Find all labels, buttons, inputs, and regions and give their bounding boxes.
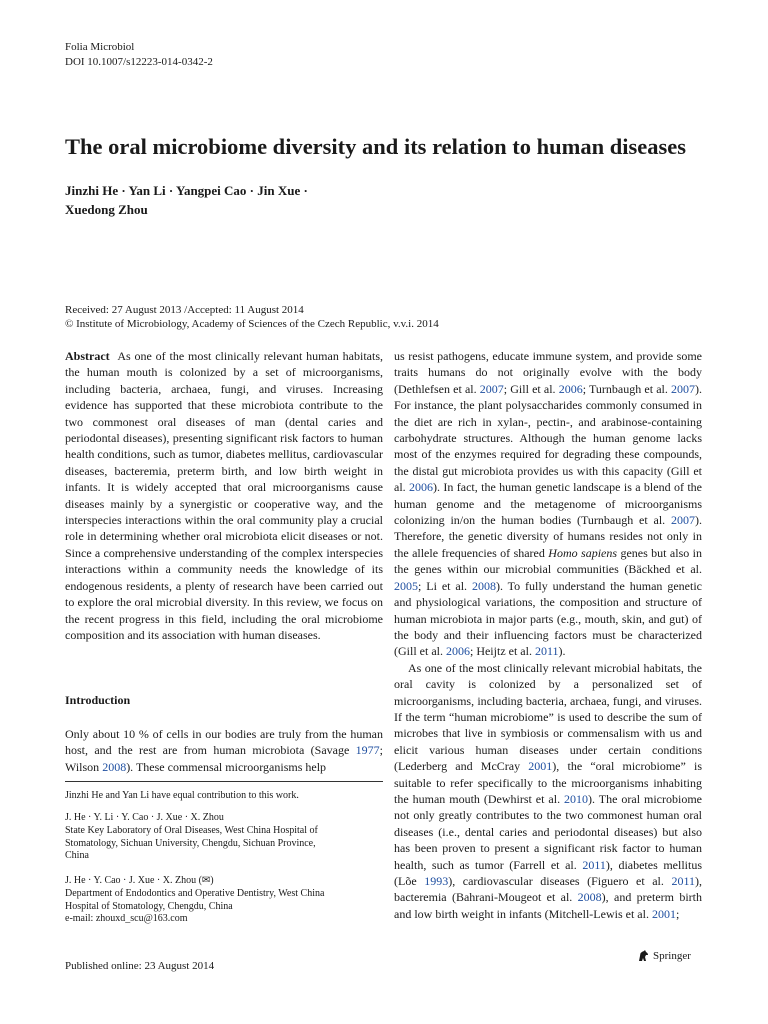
journal-name: Folia Microbiol <box>65 41 135 53</box>
citation-link[interactable]: 2010 <box>564 791 589 806</box>
citation-link[interactable]: 2007 <box>671 513 695 528</box>
citation-link[interactable]: 2006 <box>409 480 434 495</box>
citation-link[interactable]: 2001 <box>651 906 676 921</box>
citation-link[interactable]: 2008 <box>102 759 127 774</box>
author-line-2: Xuedong Zhou <box>65 202 148 217</box>
springer-horse-icon <box>636 949 650 963</box>
affiliation-2-authors: J. He · Y. Cao · J. Xue · X. Zhou (✉) <box>65 875 214 886</box>
introduction-paragraph: Only about 10 % of cells in our bodies are truly from the human host, and the rest are from human microbiota (Savage 1977; Wilson 2008). These commensal microorganisms help <box>65 727 383 774</box>
footnote-divider <box>65 781 383 782</box>
citation-link[interactable]: 2005 <box>394 578 418 593</box>
citation-link[interactable]: 2011 <box>671 874 695 888</box>
citation-link[interactable]: 2008 <box>577 890 602 905</box>
citation-link[interactable]: 2007 <box>671 381 696 396</box>
abstract-label: Abstract <box>65 349 110 363</box>
corresponding-email[interactable]: e-mail: zhouxd_scu@163.com <box>65 913 188 925</box>
publisher-name: Springer <box>653 950 691 962</box>
citation-link[interactable]: 1977 <box>355 743 380 758</box>
doi[interactable]: DOI 10.1007/s12223-014-0342-2 <box>65 56 213 68</box>
affiliation-2: J. He · Y. Cao · J. Xue · X. Zhou (✉) Department of Endodontics and Operative Dentistry, West China Hospital of Stomatology, Chengdu, China e-mail: zhouxd_scu@163.com <box>65 875 365 926</box>
author-line-1: Jinzhi He · Yan Li · Yangpei Cao · Jin Xue · <box>65 183 308 198</box>
published-online-date: Published online: 23 August 2014 <box>65 960 215 972</box>
citation-link[interactable]: 2008 <box>471 578 496 593</box>
section-heading-introduction: Introduction <box>65 693 131 707</box>
abstract-text: As one of the most clinically relevant human habitats, the human mouth is colonized by a set of microorganisms, including bacteria, archaea, fungi, and viruses. Increasing evidence has supported that these microbiota contribute to the two commonest oral diseases of man (dental caries and periodontal diseases), presenting significant risk factors to human health conditions, such as tumor, diabetes mellitus, cardiovascular diseases, bacteremia, preterm birth, and low birth weight in infants. It is widely accepted that oral microorganisms cause diseases mainly by a synergistic or cooperative way, and the interspecies interactions within the oral community play a crucial role in determining whether oral microbiota elicit diseases or not. Since a comprehensive understanding of the complex interspecies interactions within a community needs the knowledge of its endogenous residents, a plenty of research have been carried out to explore the oral microbial diversity. In this review, we focus on the recent progress in this field, including the oral microbiome composition and its association with human diseases. <box>65 349 384 642</box>
body-paragraph-1: us resist pathogens, educate immune system, and provide some traits humans do not originally evolve with the body (Dethlefsen et al. 2007; Gill et al. 2006; Turnbaugh et al. 2007). For instance, the plant polysaccharides commonly consumed in the diet are rich in xylan-, pectin-, and arabinose-containing carbohydrate structures. Although the human genome lacks most of the enzymes required for degrading these compounds, the distal gut microbiota provides us with this capacity (Gill et al. 2006). In fact, the human genetic landscape is a blend of the human genome and the metagenome of microorganisms colonizing in/on the human bodies (Turnbaugh et al. 2007). Therefore, the genetic diversity of humans resides not only in the allele frequencies of shared Homo sapiens genes but also in the genes within our microbial communities (Bäckhed et al. 2005; Li et al. 2008). To fully understand the human genetic and physiological variations, the composition and structure of human microbiota in major parts (e.g., mouth, skin, and gut) of the body and their influencing factors must be characterized (Gill et al. 2006; Heijtz et al. 2011). <box>394 349 703 659</box>
equal-contribution-note: Jinzhi He and Yan Li have equal contribution to this work. <box>65 790 299 801</box>
citation-link[interactable]: 2006 <box>445 644 470 659</box>
citation-link[interactable]: 2007 <box>479 381 504 396</box>
affiliation-1-authors: J. He · Y. Li · Y. Cao · J. Xue · X. Zhou <box>65 812 224 823</box>
affiliation-1: J. He · Y. Li · Y. Cao · J. Xue · X. Zhou State Key Laboratory of Oral Diseases, West China Hospital of Stomatology, Sichuan University, Chengdu, Sichuan Province, China <box>65 812 365 863</box>
copyright-notice: © Institute of Microbiology, Academy of Sciences of the Czech Republic, v.v.i. 2014 <box>65 318 439 330</box>
paper-title: The oral microbiome diversity and its relation to human diseases <box>65 134 687 159</box>
received-accepted: Received: 27 August 2013 /Accepted: 11 August 2014 <box>65 304 304 316</box>
citation-link[interactable]: 2006 <box>558 381 583 396</box>
citation-link[interactable]: 2001 <box>528 759 553 774</box>
publisher-logo <box>636 949 691 963</box>
introduction-continued <box>394 348 702 922</box>
author-list <box>65 181 365 219</box>
citation-link[interactable]: 2011 <box>534 644 559 659</box>
body-paragraph-2: As one of the most clinically relevant microbial habitats, the oral cavity is colonized by a personalized set of microorganisms, including bacteria, archaea, fungi, and viruses. If the term “human microbiome” is used to describe the sum of microbes that live in symbiosis or commensalism with us and elicit various human diseases under certain conditions (Lederberg and McCray 2001), the “oral microbiome” is suitable to refer specifically to the microorganisms inhabiting the human mouth (Dewhirst et al. 2010). The oral microbiome not only greatly contributes to the two commonest human oral diseases (i.e., dental caries and periodontal diseases) but also has been proven to present a significant risk factor to human health, such as tumor (Farrell et al. 2011), diabetes mellitus (Lõe 1993), cardiovascular diseases (Figuero et al. 2011), bacteremia (Bahrani-Mougeot et al. 2008), and preterm birth and low birth weight in infants (Mitchell-Lewis et al. 2001; <box>394 660 703 921</box>
abstract <box>65 348 383 643</box>
publication-dates <box>65 303 439 331</box>
citation-link[interactable]: 2011 <box>582 857 606 872</box>
citation-link[interactable]: 1993 <box>424 874 449 888</box>
